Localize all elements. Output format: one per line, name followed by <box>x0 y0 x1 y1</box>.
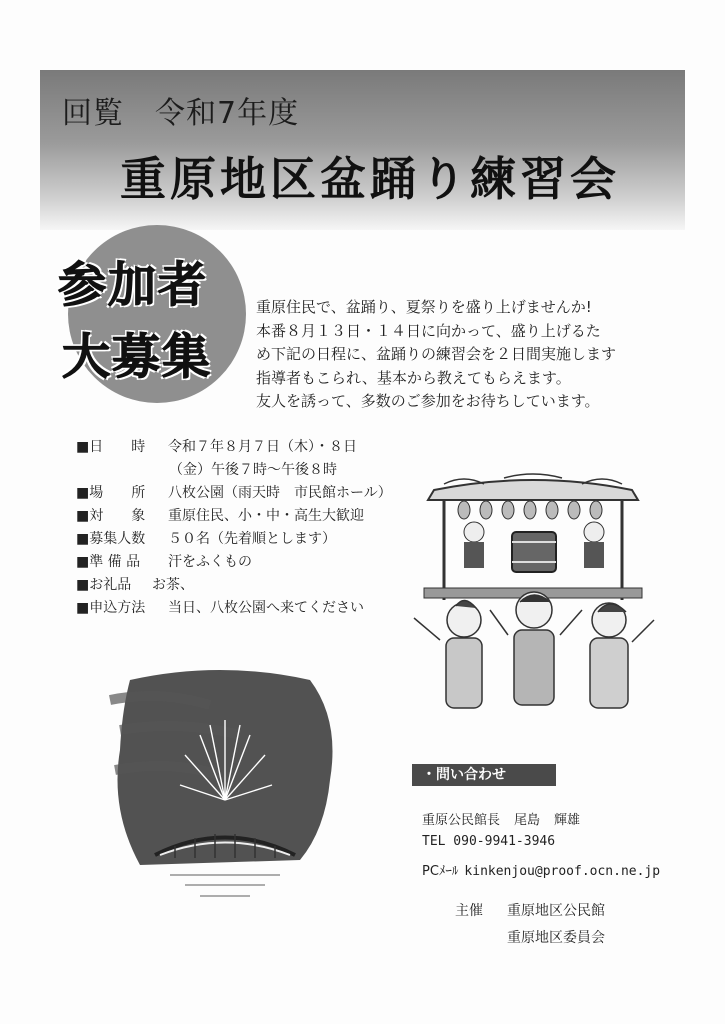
intro-line: 本番８月１３日・１４日に向かって、盛り上げるた <box>256 321 601 340</box>
detail-value: 汗をふくもの <box>168 554 252 570</box>
festival-illustration <box>404 470 662 730</box>
contact-mail-label: PCﾒｰﾙ <box>422 864 459 879</box>
intro-line: め下記の日程に、盆踊りの練習会を２日間実施します <box>256 345 617 363</box>
intro-line: 指導者もこられ、基本から教えてもらえます。 <box>256 368 571 387</box>
detail-label: ■募集人数 <box>76 531 146 547</box>
contact-title: 重原公民館長 <box>422 813 501 828</box>
detail-target <box>76 505 392 528</box>
intro-line: 友人を誘って、多数のご参加をお待ちしています。 <box>256 392 600 410</box>
contact-tel: TEL 090-9941-3946 <box>422 834 556 849</box>
detail-value: 令和７年８月７日（木）・８日 <box>168 439 357 455</box>
detail-date-cont: （金）午後７時～午後８時 <box>169 462 337 478</box>
contact-heading: ・問い合わせ <box>412 764 556 786</box>
host-org-2: 重原地区委員会 <box>507 930 605 946</box>
recruit-badge-line2: 大募集 <box>62 329 213 385</box>
host-org-1: 重原地区公民館 <box>507 903 605 919</box>
detail-label: ■対 象 <box>76 508 146 524</box>
contact-mail <box>422 860 660 879</box>
page-title: 重原地区盆踊り練習会 <box>120 152 620 206</box>
detail-label: ■準 備 品 <box>76 554 141 570</box>
recruit-badge-line1: 参加者 <box>58 257 209 313</box>
detail-bring <box>76 551 392 574</box>
detail-value: 当日、八枚公園へ来てください <box>168 600 364 616</box>
contact-person <box>422 809 594 828</box>
detail-label: ■お礼品 <box>76 577 132 593</box>
intro-line: 重原住民で、盆踊り、夏祭りを盛り上げませんか! <box>256 298 592 316</box>
detail-value: お茶、 <box>152 577 194 593</box>
detail-date <box>76 436 392 459</box>
detail-apply <box>76 597 392 620</box>
detail-label: ■日 時 <box>76 439 146 455</box>
contact-surname: 尾島 <box>514 813 541 828</box>
circular-notice-label: 回覧 令和7年度 <box>62 96 300 131</box>
fireworks-illustration <box>100 660 350 920</box>
detail-value: 重原住民、小・中・高生大歓迎 <box>168 508 364 524</box>
event-details <box>76 436 392 620</box>
detail-capacity <box>76 528 392 551</box>
contact-given: 輝雄 <box>554 813 581 828</box>
contact-mail-address: kinkenjou@proof.ocn.ne.jp <box>464 864 661 879</box>
detail-gift <box>76 574 392 597</box>
detail-value: 八枚公園（雨天時 市民館ホール） <box>168 485 392 501</box>
intro-text <box>256 296 696 414</box>
host-label: 主催 <box>455 903 483 919</box>
detail-label: ■申込方法 <box>76 600 146 616</box>
detail-value: ５０名（先着順とします） <box>168 531 336 547</box>
detail-place <box>76 482 392 505</box>
detail-label: ■場 所 <box>76 485 146 501</box>
